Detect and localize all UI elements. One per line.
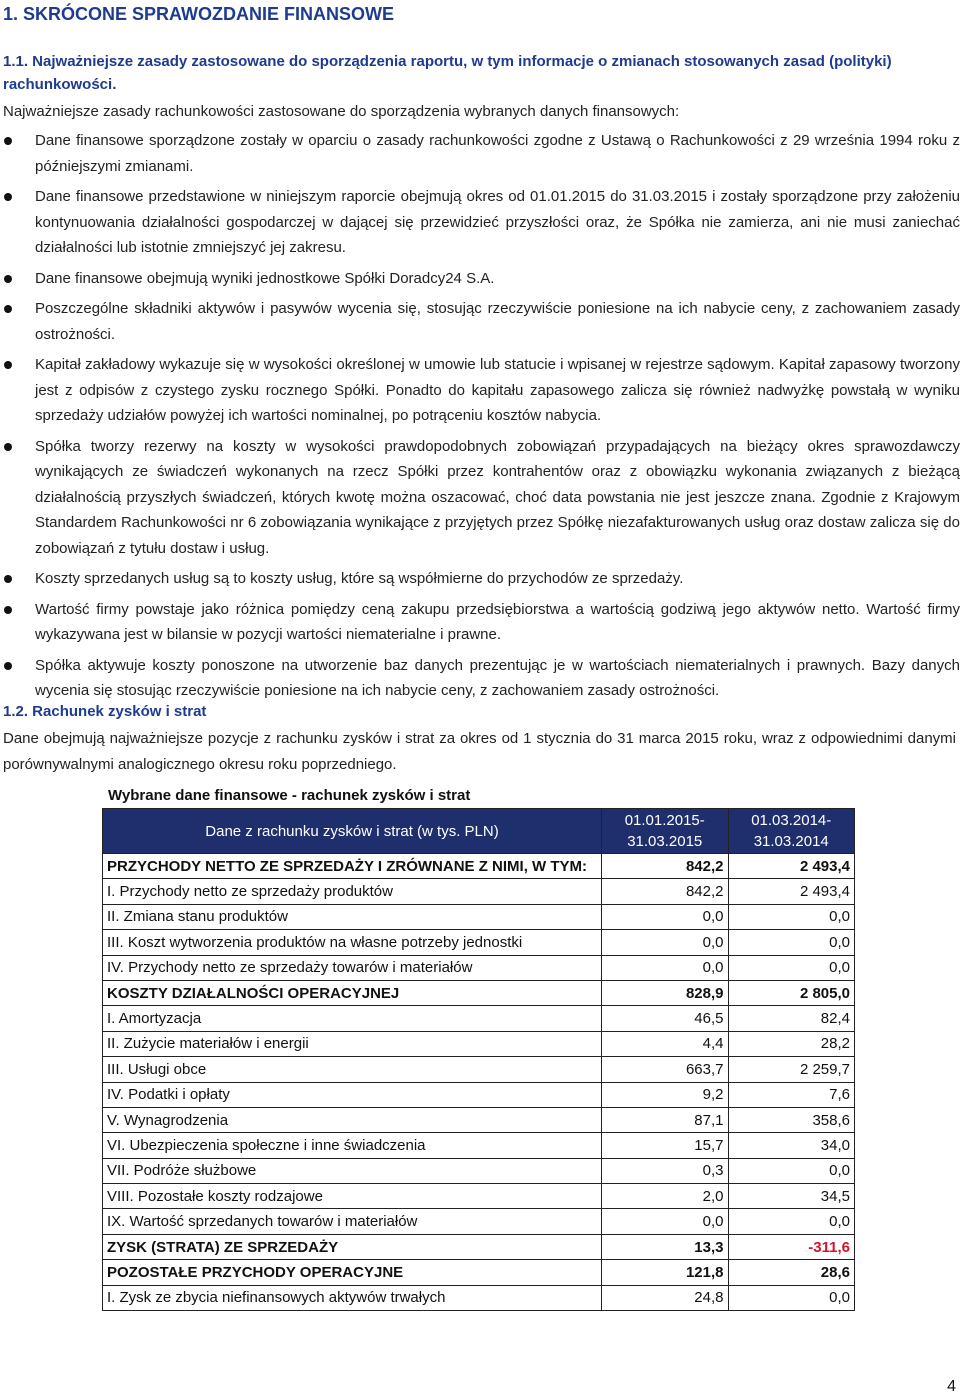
row-label: I. Przychody netto ze sprzedaży produktów bbox=[103, 879, 602, 904]
value-2015: 24,8 bbox=[602, 1285, 729, 1310]
list-item-text: Wartość firmy powstaje jako różnica pomiędzy ceną zakupu przedsiębiorstwa a wartością godziwą jego aktywów netto. Wartość firmy wykazywana jest w bilansie w pozycji wartości niematerialne i prawne. bbox=[35, 600, 960, 643]
value-2014: 7,6 bbox=[728, 1082, 855, 1107]
table-header-row bbox=[103, 809, 855, 854]
column-header-period-2014: 01.03.2014-31.03.2014 bbox=[728, 809, 855, 854]
row-label: PRZYCHODY NETTO ZE SPRZEDAŻY I ZRÓWNANE Z NIMI, W TYM: bbox=[103, 854, 602, 879]
value-2014: 34,0 bbox=[728, 1133, 855, 1158]
row-label: ZYSK (STRATA) ZE SPRZEDAŻY bbox=[103, 1234, 602, 1259]
bullet-icon bbox=[4, 662, 12, 670]
table-row bbox=[103, 854, 855, 879]
row-label: I. Amortyzacja bbox=[103, 1006, 602, 1031]
table-body bbox=[103, 854, 855, 1311]
list-item-text: Kapitał zakładowy wykazuje się w wysokości określonej w umowie lub statucie i wpisanej w rejestrze sądowym. Kapitał zapasowy tworzony jest z odpisów z czystego zysku rocznego Spółki. Ponadto do kapitału zapasowego zalicza się również nadwyżkę powstałą w wyniku sprzedaży udziałów powyżej ich wartości nominalnej, po potrąceniu kosztów nabycia. bbox=[35, 356, 960, 424]
value-2015: 46,5 bbox=[602, 1006, 729, 1031]
table-row bbox=[103, 1107, 855, 1132]
value-2014: -311,6 bbox=[728, 1234, 855, 1259]
value-2014: 28,2 bbox=[728, 1031, 855, 1056]
list-item bbox=[0, 184, 960, 261]
table-row bbox=[103, 1234, 855, 1259]
bullet-icon bbox=[4, 275, 12, 283]
list-item bbox=[0, 597, 960, 648]
value-2015: 4,4 bbox=[602, 1031, 729, 1056]
table-row bbox=[103, 879, 855, 904]
value-2015: 15,7 bbox=[602, 1133, 729, 1158]
row-label: I. Zysk ze zbycia niefinansowych aktywów trwałych bbox=[103, 1285, 602, 1310]
table-row bbox=[103, 1285, 855, 1310]
income-statement-table bbox=[102, 808, 855, 1311]
value-2015: 0,0 bbox=[602, 904, 729, 929]
table-row bbox=[103, 1006, 855, 1031]
table-row bbox=[103, 904, 855, 929]
table-row bbox=[103, 1209, 855, 1234]
value-2015: 0,0 bbox=[602, 955, 729, 980]
column-header-description: Dane z rachunku zysków i strat (w tys. PLN) bbox=[103, 809, 602, 854]
table-row bbox=[103, 1082, 855, 1107]
row-label: IV. Przychody netto ze sprzedaży towarów i materiałów bbox=[103, 955, 602, 980]
value-2015: 87,1 bbox=[602, 1107, 729, 1132]
value-2014: 0,0 bbox=[728, 955, 855, 980]
bullet-icon bbox=[4, 193, 12, 201]
value-2014: 0,0 bbox=[728, 1285, 855, 1310]
list-item-text: Poszczególne składniki aktywów i pasywów wycenia się, stosując rzeczywiście poniesione na ich nabycie ceny, z zachowaniem zasady ostrożności. bbox=[35, 300, 960, 343]
row-label: IV. Podatki i opłaty bbox=[103, 1082, 602, 1107]
bullet-icon bbox=[4, 606, 12, 614]
list-item-text: Spółka aktywuje koszty ponoszone na utworzenie baz danych prezentując je w wartościach niematerialnych i prawnych. Bazy danych wycenia się stosując rzeczywiście poniesione na ich nabycie ceny, z zachowaniem zasady ostrożności. bbox=[35, 656, 960, 699]
table-row bbox=[103, 1184, 855, 1209]
section-heading: 1. SKRÓCONE SPRAWOZDANIE FINANSOWE bbox=[3, 4, 395, 24]
bullet-icon bbox=[4, 137, 12, 145]
table-row bbox=[103, 930, 855, 955]
list-item-text: Dane finansowe sporządzone zostały w oparciu o zasady rachunkowości zgodne z Ustawą o Rachunkowości z 29 września 1994 roku z późniejszymi zmianami. bbox=[35, 132, 960, 175]
list-item-text: Dane finansowe przedstawione w niniejszym raporcie obejmują okres od 01.01.2015 do 31.03.2015 i zostały sporządzone przy założeniu kontynuowania działalności gospodarczej w dającej się przewidzieć przyszłości oraz, że Spółka nie zamierza, ani nie musi zaniechać działalności lub istotnie zmniejszyć jej zakresu. bbox=[35, 188, 960, 256]
intro-text: Najważniejsze zasady rachunkowości zastosowane do sporządzenia wybranych danych finansowych: bbox=[3, 103, 680, 120]
value-2014: 28,6 bbox=[728, 1260, 855, 1285]
table-row bbox=[103, 1260, 855, 1285]
value-2015: 842,2 bbox=[602, 879, 729, 904]
list-item-text: Spółka tworzy rezerwy na koszty w wysokości prawdopodobnych zobowiązań przypadających na bieżący okres sprawozdawczy wynikających ze świadczeń wykonanych na rzecz Spółki przez kontrahentów oraz z obowiązku wykonania związanych z bieżącą działalnością przyszłych świadczeń, których kwotę można oszacować, choć data powstania nie jest jeszcze znana. Zgodnie z Krajowym Standardem Rachunkowości nr 6 zobowiązania wynikające z przyjętych przez Spółkę niezafakturowanych usług oraz dostaw zalicza się do zobowiązań z tytułu dostaw i usług. bbox=[35, 437, 960, 557]
page-number: 4 bbox=[947, 1378, 956, 1395]
value-2014: 82,4 bbox=[728, 1006, 855, 1031]
value-2014: 358,6 bbox=[728, 1107, 855, 1132]
value-2014: 0,0 bbox=[728, 1209, 855, 1234]
row-label: VI. Ubezpieczenia społeczne i inne świadczenia bbox=[103, 1133, 602, 1158]
row-label: POZOSTAŁE PRZYCHODY OPERACYJNE bbox=[103, 1260, 602, 1285]
table-row bbox=[103, 1133, 855, 1158]
value-2015: 2,0 bbox=[602, 1184, 729, 1209]
table-row bbox=[103, 1158, 855, 1183]
row-label: VII. Podróże służbowe bbox=[103, 1158, 602, 1183]
row-label: III. Koszt wytworzenia produktów na własne potrzeby jednostki bbox=[103, 930, 602, 955]
value-2014: 2 493,4 bbox=[728, 854, 855, 879]
subsection-heading: 1.1. Najważniejsze zasady zastosowane do sporządzenia raportu, w tym informacje o zmianach stosowanych zasad (polityki) rachunkowości. bbox=[3, 53, 892, 93]
value-2015: 9,2 bbox=[602, 1082, 729, 1107]
value-2015: 0,3 bbox=[602, 1158, 729, 1183]
list-item bbox=[0, 296, 960, 347]
value-2015: 828,9 bbox=[602, 980, 729, 1005]
list-item bbox=[0, 653, 960, 704]
value-2015: 663,7 bbox=[602, 1057, 729, 1082]
list-item bbox=[0, 128, 960, 179]
row-label: VIII. Pozostałe koszty rodzajowe bbox=[103, 1184, 602, 1209]
value-2014: 2 805,0 bbox=[728, 980, 855, 1005]
bullet-icon bbox=[4, 443, 12, 451]
value-2015: 121,8 bbox=[602, 1260, 729, 1285]
bullet-icon bbox=[4, 361, 12, 369]
table-row bbox=[103, 1057, 855, 1082]
row-label: V. Wynagrodzenia bbox=[103, 1107, 602, 1132]
value-2014: 0,0 bbox=[728, 904, 855, 929]
row-label: IX. Wartość sprzedanych towarów i materiałów bbox=[103, 1209, 602, 1234]
table-row bbox=[103, 980, 855, 1005]
table-row bbox=[103, 1031, 855, 1056]
row-label: II. Zmiana stanu produktów bbox=[103, 904, 602, 929]
list-item bbox=[0, 566, 960, 592]
value-2014: 34,5 bbox=[728, 1184, 855, 1209]
value-2014: 2 259,7 bbox=[728, 1057, 855, 1082]
value-2015: 842,2 bbox=[602, 854, 729, 879]
row-label: III. Usługi obce bbox=[103, 1057, 602, 1082]
value-2014: 0,0 bbox=[728, 1158, 855, 1183]
list-item bbox=[0, 434, 960, 562]
value-2015: 0,0 bbox=[602, 1209, 729, 1234]
value-2014: 2 493,4 bbox=[728, 879, 855, 904]
list-item bbox=[0, 352, 960, 429]
accounting-principles-list bbox=[0, 128, 960, 709]
list-item-text: Dane finansowe obejmują wyniki jednostkowe Spółki Doradcy24 S.A. bbox=[35, 269, 495, 287]
bullet-icon bbox=[4, 575, 12, 583]
value-2015: 0,0 bbox=[602, 930, 729, 955]
bullet-icon bbox=[4, 305, 12, 313]
value-2014: 0,0 bbox=[728, 930, 855, 955]
row-label: II. Zużycie materiałów i energii bbox=[103, 1031, 602, 1056]
income-statement-description: Dane obejmują najważniejsze pozycje z rachunku zysków i strat za okres od 1 stycznia do 31 marca 2015 roku, wraz z odpowiednimi danymi porównywalnymi analogicznego okresu roku poprzedniego. bbox=[3, 730, 956, 773]
column-header-period-2015: 01.01.2015-31.03.2015 bbox=[602, 809, 729, 854]
row-label: KOSZTY DZIAŁALNOŚCI OPERACYJNEJ bbox=[103, 980, 602, 1005]
list-item bbox=[0, 266, 960, 292]
subsection-heading-income-statement: 1.2. Rachunek zysków i strat bbox=[3, 703, 207, 720]
list-item-text: Koszty sprzedanych usług są to koszty usług, które są współmierne do przychodów ze sprzedaży. bbox=[35, 570, 684, 587]
value-2015: 13,3 bbox=[602, 1234, 729, 1259]
table-row bbox=[103, 955, 855, 980]
table-caption: Wybrane dane finansowe - rachunek zysków i strat bbox=[108, 787, 471, 804]
